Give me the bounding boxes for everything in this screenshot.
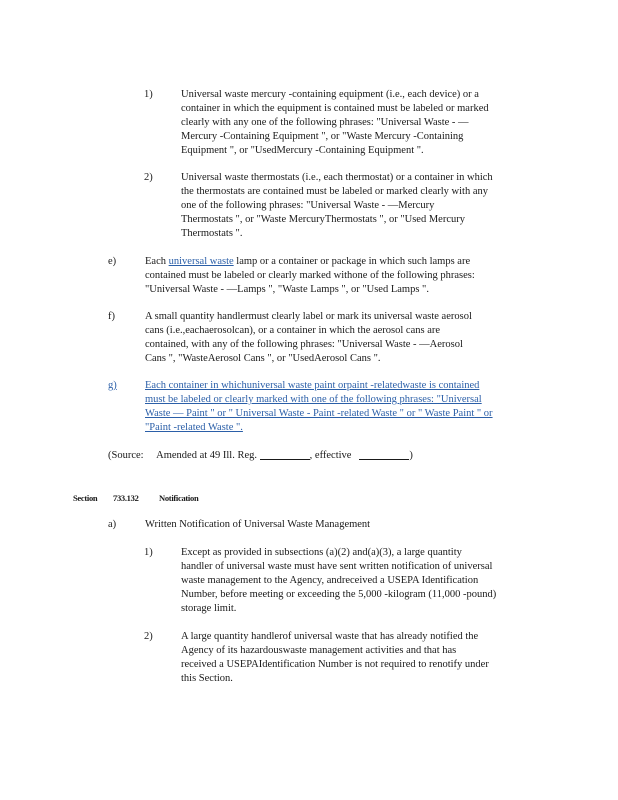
item-marker: 1) bbox=[144, 547, 153, 558]
subsection-heading: Written Notification of Universal Waste Management bbox=[145, 519, 371, 530]
paragraph-line: container in which the equipment is contained must be labeled or marked bbox=[181, 103, 489, 114]
paragraph-line bbox=[145, 255, 517, 269]
paragraph-line: Agency of its hazardouswaste management activities and that has bbox=[181, 645, 457, 656]
item-marker: 2) bbox=[144, 631, 153, 642]
paragraph-line: Mercury -Containing Equipment ", or "Waste Mercury -Containing bbox=[181, 131, 464, 142]
paragraph-line: contained must be labeled or clearly marked withone of the following phrases: bbox=[145, 270, 475, 281]
paragraph-line: Except as provided in subsections (a)(2) and(a)(3), a large quantity bbox=[181, 547, 462, 558]
paragraph-notification-requirement bbox=[181, 546, 531, 616]
paragraph-line: received a USEPAIdentification Number is not required to renotify under bbox=[181, 659, 489, 670]
inserted-text: universal waste bbox=[168, 256, 234, 267]
paragraph-line: Waste — Paint " or " Universal Waste - Paint -related Waste " or " Waste Paint " or bbox=[145, 408, 493, 419]
section-label: Section bbox=[73, 493, 98, 503]
section-number: 733.132 bbox=[113, 493, 139, 503]
paragraph-line: handler of universal waste must have sent written notification of universal bbox=[181, 561, 493, 572]
line-text: lamp or a container or package in which such lamps are bbox=[236, 256, 471, 267]
item-marker: g) bbox=[108, 380, 117, 391]
paragraph-lamps bbox=[145, 255, 517, 297]
paragraph-line: Number, before meeting or exceeding the 5,000 -kilogram (11,000 -pound) bbox=[181, 589, 497, 600]
line-text: Each bbox=[145, 256, 166, 267]
paragraph-renotify-exemption bbox=[181, 630, 531, 686]
source-note bbox=[108, 449, 448, 463]
paragraph-line: Each container in whichuniversal waste paint orpaint -relatedwaste is contained bbox=[145, 380, 480, 391]
paragraph-line: "Universal Waste - —Lamps ", "Waste Lamps ", or "Used Lamps ". bbox=[145, 284, 429, 295]
paragraph-line: this Section. bbox=[181, 673, 233, 684]
paragraph-paint-inserted bbox=[145, 379, 525, 435]
source-text: Amended at 49 Ill. Reg. bbox=[156, 450, 258, 461]
item-marker: e) bbox=[108, 256, 117, 267]
paragraph-line: A large quantity handlerof universal waste that has already notified the bbox=[181, 631, 479, 642]
paragraph-mercury-equipment bbox=[181, 88, 530, 158]
blank-register-page bbox=[260, 449, 310, 460]
paragraph-line: contained, with any of the following phrases: "Universal Waste - —Aerosol bbox=[145, 339, 463, 350]
source-effective: , effective bbox=[309, 450, 352, 461]
paragraph-line: Thermostats ", or "Waste MercuryThermostats ", or "Used Mercury bbox=[181, 214, 465, 225]
source-label: (Source: bbox=[108, 450, 144, 461]
section-title: Notification bbox=[159, 493, 199, 503]
paragraph-line: one of the following phrases: "Universal Waste - —Mercury bbox=[181, 200, 435, 211]
paragraph-line: cans (i.e.,eachaerosolcan), or a container in which the aerosol cans are bbox=[145, 325, 441, 336]
paragraph-line: Cans ", "WasteAerosol Cans ", or "UsedAerosol Cans ". bbox=[145, 353, 381, 364]
paragraph-line: clearly with any one of the following phrases: "Universal Waste - — bbox=[181, 117, 469, 128]
item-marker: a) bbox=[108, 519, 117, 530]
blank-effective-date bbox=[359, 449, 409, 460]
paragraph-line: "Paint -related Waste ". bbox=[145, 422, 243, 433]
paragraph-line: storage limit. bbox=[181, 603, 237, 614]
paragraph-line: the thermostats are contained must be labeled or marked clearly with any bbox=[181, 186, 489, 197]
item-marker: 1) bbox=[144, 89, 153, 100]
item-marker: 2) bbox=[144, 172, 153, 183]
source-close: ) bbox=[409, 450, 413, 461]
paragraph-line: waste management to the Agency, andreceived a USEPA Identification bbox=[181, 575, 479, 586]
paragraph-line: A small quantity handlermust clearly label or mark its universal waste aerosol bbox=[145, 311, 472, 322]
paragraph-aerosol bbox=[145, 310, 515, 366]
paragraph-line: Universal waste mercury -containing equipment (i.e., each device) or a bbox=[181, 89, 479, 100]
paragraph-line: Thermostats ". bbox=[181, 228, 243, 239]
paragraph-line: Equipment ", or "UsedMercury -Containing Equipment ". bbox=[181, 145, 424, 156]
paragraph-line: must be labeled or clearly marked with one of the following phrases: "Universal bbox=[145, 394, 482, 405]
item-marker: f) bbox=[108, 311, 115, 322]
paragraph-line: Universal waste thermostats (i.e., each thermostat) or a container in which bbox=[181, 172, 493, 183]
paragraph-thermostats bbox=[181, 171, 532, 241]
